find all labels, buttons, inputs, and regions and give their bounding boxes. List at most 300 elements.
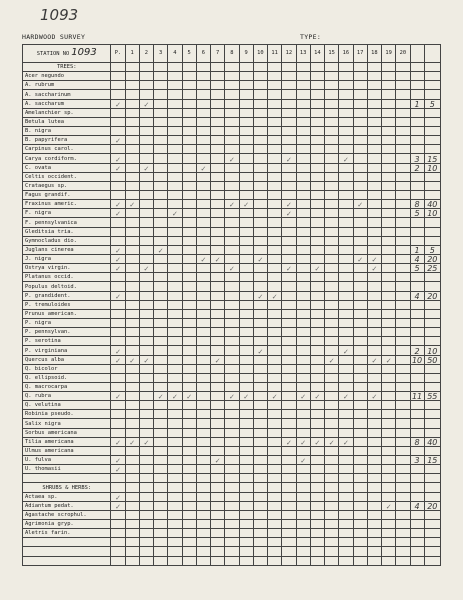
tally-cell[interactable]: [282, 300, 296, 309]
tally-cell[interactable]: [268, 309, 282, 318]
tally-cell[interactable]: [154, 510, 168, 519]
tally-cell[interactable]: [125, 300, 139, 309]
tally-cell[interactable]: [182, 328, 196, 337]
tally-cell[interactable]: [282, 209, 296, 218]
tally-cell[interactable]: [182, 300, 196, 309]
tally-cell[interactable]: [382, 145, 396, 154]
tally-cell[interactable]: [139, 520, 153, 529]
tally-cell[interactable]: [253, 300, 267, 309]
tally-cell[interactable]: [325, 337, 339, 346]
tally-cell[interactable]: [339, 373, 353, 382]
tally-cell[interactable]: [367, 154, 381, 163]
tally-cell[interactable]: [125, 172, 139, 181]
tally-cell[interactable]: [182, 282, 196, 291]
tally-cell[interactable]: [353, 501, 367, 510]
tally-cell[interactable]: [353, 273, 367, 282]
tally-cell[interactable]: [225, 392, 239, 401]
tally-cell[interactable]: [353, 200, 367, 209]
tally-cell[interactable]: [339, 273, 353, 282]
tally-cell[interactable]: [282, 99, 296, 108]
tally-cell[interactable]: [396, 273, 410, 282]
tally-cell[interactable]: [382, 172, 396, 181]
tally-cell[interactable]: [111, 72, 125, 81]
tally-cell[interactable]: [282, 529, 296, 538]
tally-cell[interactable]: [168, 401, 182, 410]
tally-cell[interactable]: [282, 419, 296, 428]
tally-cell[interactable]: [296, 419, 310, 428]
tally-cell[interactable]: [154, 126, 168, 135]
tally-cell[interactable]: [325, 154, 339, 163]
tally-cell[interactable]: [168, 346, 182, 355]
tally-cell[interactable]: [196, 346, 210, 355]
tally-cell[interactable]: [382, 419, 396, 428]
tally-cell[interactable]: [168, 492, 182, 501]
tally-cell[interactable]: [168, 437, 182, 446]
tally-cell[interactable]: [296, 437, 310, 446]
tally-cell[interactable]: [225, 108, 239, 117]
tally-cell[interactable]: [325, 328, 339, 337]
tally-cell[interactable]: [239, 72, 253, 81]
tally-cell[interactable]: [353, 72, 367, 81]
tally-cell[interactable]: [139, 401, 153, 410]
tally-cell[interactable]: [325, 520, 339, 529]
tally-cell[interactable]: [225, 163, 239, 172]
tally-cell[interactable]: [382, 492, 396, 501]
tally-cell[interactable]: [382, 510, 396, 519]
tally-cell[interactable]: [225, 501, 239, 510]
tally-cell[interactable]: [168, 145, 182, 154]
tally-cell[interactable]: [239, 227, 253, 236]
tally-cell[interactable]: [282, 465, 296, 474]
tally-cell[interactable]: [268, 136, 282, 145]
tally-cell[interactable]: [239, 99, 253, 108]
tally-cell[interactable]: [296, 318, 310, 327]
tally-cell[interactable]: [382, 364, 396, 373]
tally-cell[interactable]: [154, 218, 168, 227]
tally-cell[interactable]: [310, 392, 324, 401]
tally-cell[interactable]: [268, 99, 282, 108]
tally-cell[interactable]: [353, 410, 367, 419]
tally-cell[interactable]: [253, 163, 267, 172]
tally-cell[interactable]: [168, 510, 182, 519]
tally-cell[interactable]: [225, 492, 239, 501]
tally-cell[interactable]: [182, 136, 196, 145]
tally-cell[interactable]: [396, 291, 410, 300]
tally-cell[interactable]: [154, 273, 168, 282]
tally-cell[interactable]: [353, 437, 367, 446]
tally-cell[interactable]: [339, 510, 353, 519]
tally-cell[interactable]: [253, 108, 267, 117]
tally-cell[interactable]: [154, 520, 168, 529]
tally-cell[interactable]: [139, 282, 153, 291]
tally-cell[interactable]: [239, 145, 253, 154]
tally-cell[interactable]: [325, 465, 339, 474]
tally-cell[interactable]: [225, 126, 239, 135]
tally-cell[interactable]: [367, 328, 381, 337]
tally-cell[interactable]: [211, 529, 225, 538]
tally-cell[interactable]: [382, 136, 396, 145]
tally-cell[interactable]: [367, 364, 381, 373]
tally-cell[interactable]: [282, 520, 296, 529]
tally-cell[interactable]: [182, 264, 196, 273]
tally-cell[interactable]: [211, 392, 225, 401]
tally-cell[interactable]: [282, 90, 296, 99]
tally-cell[interactable]: [268, 200, 282, 209]
tally-cell[interactable]: [253, 218, 267, 227]
tally-cell[interactable]: [325, 300, 339, 309]
tally-cell[interactable]: [168, 300, 182, 309]
tally-cell[interactable]: [325, 346, 339, 355]
tally-cell[interactable]: [353, 364, 367, 373]
tally-cell[interactable]: [325, 108, 339, 117]
tally-cell[interactable]: [253, 154, 267, 163]
tally-cell[interactable]: [282, 337, 296, 346]
tally-cell[interactable]: [196, 172, 210, 181]
tally-cell[interactable]: [282, 81, 296, 90]
tally-cell[interactable]: [196, 328, 210, 337]
tally-cell[interactable]: [139, 373, 153, 382]
tally-cell[interactable]: [154, 300, 168, 309]
tally-cell[interactable]: [211, 318, 225, 327]
tally-cell[interactable]: [296, 501, 310, 510]
tally-cell[interactable]: [367, 108, 381, 117]
tally-cell[interactable]: [182, 337, 196, 346]
tally-cell[interactable]: [125, 401, 139, 410]
tally-cell[interactable]: [396, 492, 410, 501]
tally-cell[interactable]: [253, 318, 267, 327]
tally-cell[interactable]: [239, 245, 253, 254]
tally-cell[interactable]: [296, 172, 310, 181]
tally-cell[interactable]: [196, 355, 210, 364]
tally-cell[interactable]: [396, 218, 410, 227]
tally-cell[interactable]: [282, 227, 296, 236]
tally-cell[interactable]: [253, 428, 267, 437]
tally-cell[interactable]: [268, 126, 282, 135]
tally-cell[interactable]: [139, 72, 153, 81]
tally-cell[interactable]: [310, 145, 324, 154]
tally-cell[interactable]: [339, 392, 353, 401]
tally-cell[interactable]: [239, 291, 253, 300]
tally-cell[interactable]: [211, 163, 225, 172]
tally-cell[interactable]: [367, 190, 381, 199]
tally-cell[interactable]: [253, 126, 267, 135]
tally-cell[interactable]: [154, 318, 168, 327]
tally-cell[interactable]: [196, 163, 210, 172]
tally-cell[interactable]: [310, 200, 324, 209]
tally-cell[interactable]: [225, 81, 239, 90]
tally-cell[interactable]: [310, 428, 324, 437]
tally-cell[interactable]: [125, 501, 139, 510]
tally-cell[interactable]: [282, 72, 296, 81]
tally-cell[interactable]: [296, 510, 310, 519]
tally-cell[interactable]: [310, 264, 324, 273]
tally-cell[interactable]: [154, 245, 168, 254]
tally-cell[interactable]: [296, 328, 310, 337]
tally-cell[interactable]: [196, 117, 210, 126]
tally-cell[interactable]: [367, 520, 381, 529]
tally-cell[interactable]: [154, 392, 168, 401]
tally-cell[interactable]: [211, 364, 225, 373]
tally-cell[interactable]: [296, 145, 310, 154]
tally-cell[interactable]: [154, 254, 168, 263]
tally-cell[interactable]: [296, 117, 310, 126]
tally-cell[interactable]: [253, 236, 267, 245]
tally-cell[interactable]: [196, 456, 210, 465]
tally-cell[interactable]: [239, 428, 253, 437]
tally-cell[interactable]: [168, 172, 182, 181]
tally-cell[interactable]: [367, 465, 381, 474]
tally-cell[interactable]: [296, 300, 310, 309]
tally-cell[interactable]: [125, 90, 139, 99]
tally-cell[interactable]: [296, 291, 310, 300]
tally-cell[interactable]: [339, 264, 353, 273]
tally-cell[interactable]: [382, 382, 396, 391]
tally-cell[interactable]: [111, 309, 125, 318]
tally-cell[interactable]: [382, 337, 396, 346]
tally-cell[interactable]: [196, 236, 210, 245]
tally-cell[interactable]: [111, 126, 125, 135]
tally-cell[interactable]: [168, 373, 182, 382]
tally-cell[interactable]: [168, 90, 182, 99]
tally-cell[interactable]: [339, 108, 353, 117]
tally-cell[interactable]: [282, 328, 296, 337]
tally-cell[interactable]: [268, 236, 282, 245]
tally-cell[interactable]: [367, 291, 381, 300]
tally-cell[interactable]: [253, 328, 267, 337]
tally-cell[interactable]: [111, 529, 125, 538]
tally-cell[interactable]: [211, 209, 225, 218]
tally-cell[interactable]: [154, 364, 168, 373]
tally-cell[interactable]: [339, 99, 353, 108]
tally-cell[interactable]: [111, 90, 125, 99]
tally-cell[interactable]: [367, 492, 381, 501]
tally-cell[interactable]: [310, 236, 324, 245]
tally-cell[interactable]: [367, 117, 381, 126]
tally-cell[interactable]: [111, 136, 125, 145]
tally-cell[interactable]: [382, 81, 396, 90]
tally-cell[interactable]: [268, 81, 282, 90]
tally-cell[interactable]: [382, 355, 396, 364]
tally-cell[interactable]: [367, 126, 381, 135]
tally-cell[interactable]: [325, 510, 339, 519]
tally-cell[interactable]: [367, 172, 381, 181]
tally-cell[interactable]: [111, 145, 125, 154]
tally-cell[interactable]: [353, 117, 367, 126]
tally-cell[interactable]: [268, 328, 282, 337]
tally-cell[interactable]: [367, 72, 381, 81]
tally-cell[interactable]: [239, 200, 253, 209]
tally-cell[interactable]: [325, 181, 339, 190]
tally-cell[interactable]: [310, 465, 324, 474]
tally-cell[interactable]: [382, 318, 396, 327]
tally-cell[interactable]: [154, 529, 168, 538]
tally-cell[interactable]: [396, 373, 410, 382]
tally-cell[interactable]: [125, 364, 139, 373]
tally-cell[interactable]: [310, 520, 324, 529]
tally-cell[interactable]: [253, 355, 267, 364]
tally-cell[interactable]: [353, 126, 367, 135]
tally-cell[interactable]: [225, 154, 239, 163]
tally-cell[interactable]: [353, 401, 367, 410]
tally-cell[interactable]: [339, 90, 353, 99]
tally-cell[interactable]: [296, 446, 310, 455]
tally-cell[interactable]: [325, 72, 339, 81]
tally-cell[interactable]: [310, 337, 324, 346]
tally-cell[interactable]: [253, 200, 267, 209]
tally-cell[interactable]: [225, 273, 239, 282]
tally-cell[interactable]: [282, 218, 296, 227]
tally-cell[interactable]: [396, 410, 410, 419]
tally-cell[interactable]: [182, 273, 196, 282]
tally-cell[interactable]: [111, 236, 125, 245]
tally-cell[interactable]: [125, 126, 139, 135]
tally-cell[interactable]: [111, 419, 125, 428]
tally-cell[interactable]: [125, 437, 139, 446]
tally-cell[interactable]: [111, 373, 125, 382]
tally-cell[interactable]: [139, 437, 153, 446]
tally-cell[interactable]: [125, 419, 139, 428]
tally-cell[interactable]: [211, 81, 225, 90]
tally-cell[interactable]: [196, 501, 210, 510]
tally-cell[interactable]: [139, 254, 153, 263]
tally-cell[interactable]: [196, 446, 210, 455]
tally-cell[interactable]: [296, 273, 310, 282]
tally-cell[interactable]: [339, 355, 353, 364]
tally-cell[interactable]: [310, 382, 324, 391]
tally-cell[interactable]: [125, 99, 139, 108]
tally-cell[interactable]: [310, 190, 324, 199]
tally-cell[interactable]: [154, 81, 168, 90]
tally-cell[interactable]: [325, 264, 339, 273]
tally-cell[interactable]: [182, 154, 196, 163]
tally-cell[interactable]: [339, 419, 353, 428]
tally-cell[interactable]: [125, 117, 139, 126]
tally-cell[interactable]: [225, 355, 239, 364]
tally-cell[interactable]: [339, 401, 353, 410]
tally-cell[interactable]: [310, 492, 324, 501]
tally-cell[interactable]: [339, 291, 353, 300]
tally-cell[interactable]: [168, 337, 182, 346]
tally-cell[interactable]: [111, 465, 125, 474]
tally-cell[interactable]: [139, 108, 153, 117]
tally-cell[interactable]: [282, 181, 296, 190]
tally-cell[interactable]: [225, 282, 239, 291]
tally-cell[interactable]: [282, 291, 296, 300]
tally-cell[interactable]: [325, 254, 339, 263]
tally-cell[interactable]: [253, 364, 267, 373]
tally-cell[interactable]: [396, 200, 410, 209]
tally-cell[interactable]: [325, 392, 339, 401]
tally-cell[interactable]: [253, 81, 267, 90]
tally-cell[interactable]: [168, 446, 182, 455]
tally-cell[interactable]: [211, 273, 225, 282]
tally-cell[interactable]: [310, 300, 324, 309]
tally-cell[interactable]: [353, 510, 367, 519]
tally-cell[interactable]: [182, 529, 196, 538]
tally-cell[interactable]: [139, 190, 153, 199]
tally-cell[interactable]: [296, 401, 310, 410]
tally-cell[interactable]: [310, 181, 324, 190]
tally-cell[interactable]: [396, 382, 410, 391]
tally-cell[interactable]: [339, 446, 353, 455]
tally-cell[interactable]: [382, 218, 396, 227]
tally-cell[interactable]: [310, 410, 324, 419]
tally-cell[interactable]: [310, 126, 324, 135]
tally-cell[interactable]: [125, 382, 139, 391]
tally-cell[interactable]: [268, 117, 282, 126]
tally-cell[interactable]: [339, 364, 353, 373]
tally-cell[interactable]: [253, 136, 267, 145]
tally-cell[interactable]: [196, 282, 210, 291]
tally-cell[interactable]: [139, 529, 153, 538]
tally-cell[interactable]: [253, 245, 267, 254]
tally-cell[interactable]: [296, 99, 310, 108]
tally-cell[interactable]: [225, 227, 239, 236]
tally-cell[interactable]: [225, 318, 239, 327]
tally-cell[interactable]: [111, 382, 125, 391]
tally-cell[interactable]: [196, 437, 210, 446]
tally-cell[interactable]: [268, 190, 282, 199]
tally-cell[interactable]: [182, 382, 196, 391]
tally-cell[interactable]: [239, 126, 253, 135]
tally-cell[interactable]: [111, 437, 125, 446]
tally-cell[interactable]: [268, 501, 282, 510]
tally-cell[interactable]: [211, 456, 225, 465]
tally-cell[interactable]: [353, 337, 367, 346]
tally-cell[interactable]: [253, 90, 267, 99]
tally-cell[interactable]: [239, 264, 253, 273]
tally-cell[interactable]: [325, 99, 339, 108]
tally-cell[interactable]: [196, 392, 210, 401]
tally-cell[interactable]: [396, 300, 410, 309]
tally-cell[interactable]: [196, 410, 210, 419]
tally-cell[interactable]: [182, 501, 196, 510]
tally-cell[interactable]: [325, 200, 339, 209]
tally-cell[interactable]: [182, 200, 196, 209]
tally-cell[interactable]: [182, 218, 196, 227]
tally-cell[interactable]: [154, 264, 168, 273]
tally-cell[interactable]: [325, 172, 339, 181]
tally-cell[interactable]: [111, 181, 125, 190]
tally-cell[interactable]: [282, 428, 296, 437]
tally-cell[interactable]: [339, 529, 353, 538]
tally-cell[interactable]: [111, 364, 125, 373]
tally-cell[interactable]: [196, 126, 210, 135]
tally-cell[interactable]: [154, 291, 168, 300]
tally-cell[interactable]: [239, 328, 253, 337]
tally-cell[interactable]: [325, 90, 339, 99]
tally-cell[interactable]: [211, 72, 225, 81]
tally-cell[interactable]: [310, 346, 324, 355]
tally-cell[interactable]: [367, 355, 381, 364]
tally-cell[interactable]: [154, 401, 168, 410]
tally-cell[interactable]: [339, 136, 353, 145]
tally-cell[interactable]: [296, 154, 310, 163]
tally-cell[interactable]: [367, 437, 381, 446]
tally-cell[interactable]: [211, 108, 225, 117]
tally-cell[interactable]: [125, 163, 139, 172]
tally-cell[interactable]: [396, 72, 410, 81]
tally-cell[interactable]: [253, 492, 267, 501]
tally-cell[interactable]: [310, 172, 324, 181]
tally-cell[interactable]: [139, 364, 153, 373]
tally-cell[interactable]: [125, 446, 139, 455]
tally-cell[interactable]: [225, 456, 239, 465]
tally-cell[interactable]: [310, 318, 324, 327]
tally-cell[interactable]: [253, 446, 267, 455]
tally-cell[interactable]: [168, 273, 182, 282]
tally-cell[interactable]: [182, 126, 196, 135]
